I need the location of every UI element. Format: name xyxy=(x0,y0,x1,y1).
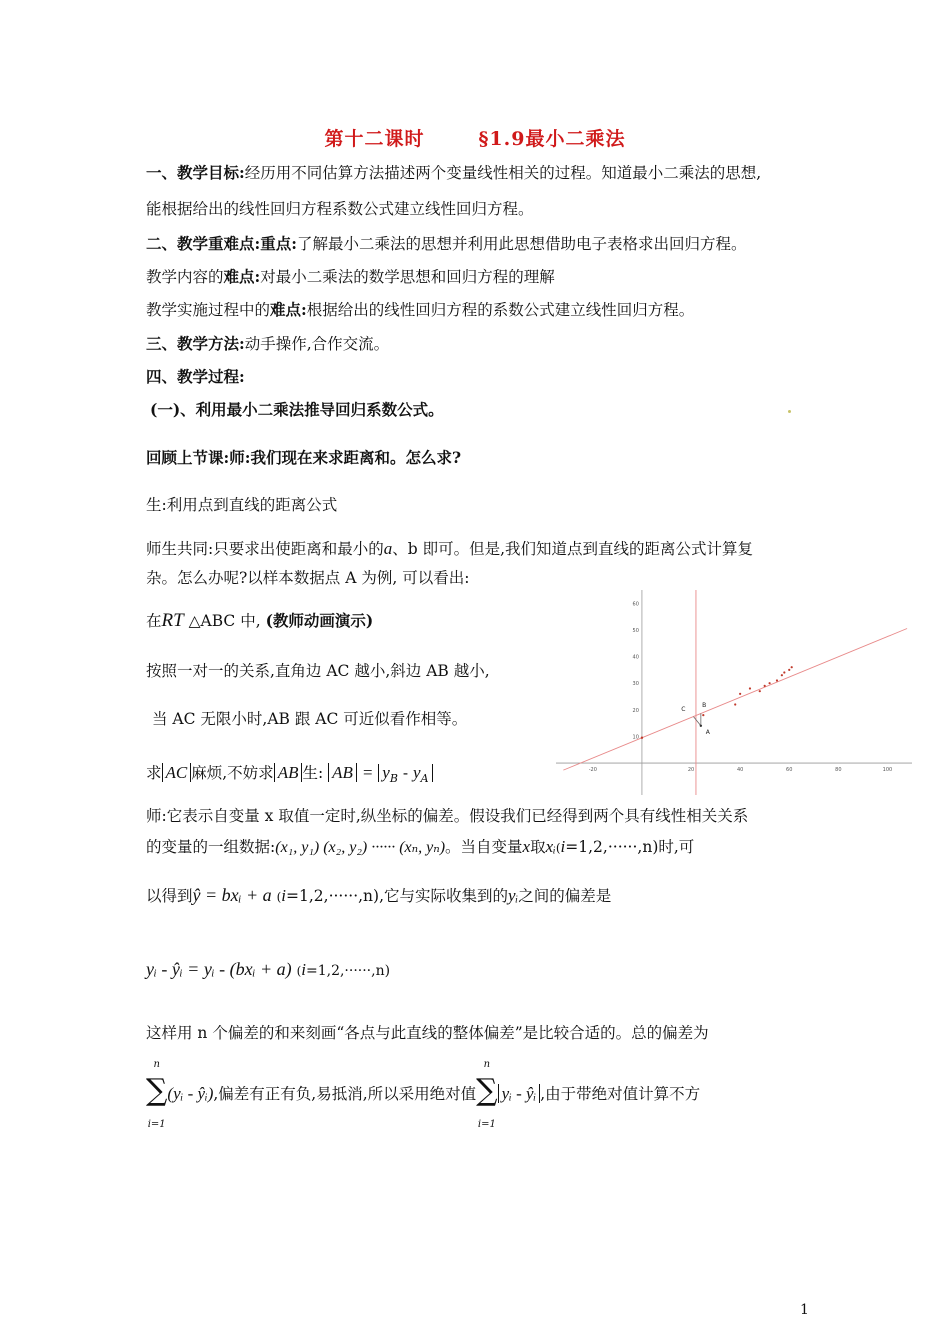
y-tick-label: 30 xyxy=(632,681,639,688)
together-text-b: 、b 即可。但是,我们知道点到直线的距离公式计算复 xyxy=(392,540,754,558)
abs-ya: y xyxy=(413,763,421,782)
y-tick-label: 60 xyxy=(632,601,639,608)
teacher-paren: ( xyxy=(555,841,561,855)
limit-line: 当 AC 无限小时,AB 跟 AC 可近似看作相等。 xyxy=(152,710,468,728)
student-line: 生:利用点到直线的距离公式 xyxy=(146,496,338,514)
stray-dot xyxy=(788,410,791,413)
sum1-lower: i=1 xyxy=(147,1119,166,1130)
methods-label: 三、教学方法: xyxy=(146,334,245,353)
yhat-post: 之间的偏差是 xyxy=(518,887,612,905)
dev-paren: ( xyxy=(296,964,302,978)
teacher-line: 师:它表示自变量 x 取值一定时,纵坐标的偏差。假设我们已经得到两个具有线性相关关系 xyxy=(146,807,749,825)
abs-yb: y xyxy=(382,763,390,782)
teacher-cont-text: 的变量的一组数据: xyxy=(146,838,276,856)
data-point xyxy=(788,669,790,671)
deviation-line xyxy=(146,958,390,982)
data-points: (x₁, y₁) (x₂, y₂) ······ (xₙ, yₙ) xyxy=(275,839,446,856)
content-difficulty-label: 难点: xyxy=(223,267,261,286)
intercept-point xyxy=(641,737,643,739)
objectives-label: 一、教学目标: xyxy=(146,163,245,182)
keypoints-focus-label: 重点: xyxy=(260,234,297,253)
point-label: B xyxy=(702,701,707,709)
yhat-paren: ( xyxy=(276,890,282,904)
together-text-a: 师生共同:只要求出使距离和最小的 xyxy=(146,540,384,558)
sum2-body: yᵢ - ŷᵢ xyxy=(498,1084,541,1103)
yhat-line xyxy=(146,884,611,908)
data-point xyxy=(781,674,783,676)
sum-line xyxy=(146,1060,700,1130)
abs-line xyxy=(146,762,433,790)
data-point xyxy=(769,682,771,684)
sum-text-2: ,由于带绝对值计算不方 xyxy=(540,1085,701,1103)
y-tick-label: 10 xyxy=(632,734,639,741)
section-keypoints xyxy=(146,233,746,255)
yhat-pre: 以得到 xyxy=(146,887,193,905)
data-point xyxy=(791,666,793,668)
abs-ac: AC xyxy=(162,763,192,782)
y-tick-label: 20 xyxy=(632,707,639,714)
deviation-equation: yᵢ - ŷᵢ = yᵢ - (bxᵢ + a) xyxy=(146,959,292,979)
title-lesson: 第十二课时 xyxy=(324,128,425,150)
teacher-cont xyxy=(146,836,694,859)
process-difficulty-label: 难点: xyxy=(270,300,307,319)
section-methods xyxy=(146,333,389,355)
teacher-range: =1,2,······,n)时,可 xyxy=(565,838,695,856)
var-x: x xyxy=(522,837,531,856)
point-label: C xyxy=(681,705,686,713)
total-deviation-line: 这样用 n 个偏差的和来刻画“各点与此直线的整体偏差”是比较合适的。总的偏差为 xyxy=(146,1024,709,1042)
together-cont: 杂。怎么办呢?以样本数据点 A 为例, 可以看出: xyxy=(146,569,470,587)
abs-trouble: 麻烦,不妨求 xyxy=(191,764,274,782)
abs-sheng: 生: xyxy=(302,764,324,782)
x-tick-label: -20 xyxy=(588,767,597,774)
y-tick-label: 40 xyxy=(632,654,639,661)
var-i: i xyxy=(560,837,566,856)
x-tick-label: 20 xyxy=(687,767,695,774)
data-point xyxy=(776,679,778,681)
abs-ab2: AB xyxy=(328,763,357,782)
x-tick-label: 40 xyxy=(736,767,744,774)
content-difficulty-text: 对最小二乘法的数学思想和回归方程的理解 xyxy=(260,268,555,286)
data-point xyxy=(739,693,741,695)
point-label: A xyxy=(705,728,710,736)
sum1-body: (yᵢ - ŷᵢ) xyxy=(167,1084,214,1103)
var-xi: xᵢ xyxy=(545,837,556,856)
sum-symbol-2: n ∑ i=1 xyxy=(476,1059,498,1130)
methods-text: 动手操作,合作交流。 xyxy=(244,335,390,353)
rt-triangle: △ABC 中, xyxy=(188,612,261,630)
sum-text-1: ,偏差有正有负,易抵消,所以采用绝对值 xyxy=(213,1085,477,1103)
data-point xyxy=(734,703,736,705)
process-difficulty xyxy=(146,299,694,321)
review-line: 回顾上节课:师:我们现在来求距离和。怎么求? xyxy=(146,448,462,467)
page-title xyxy=(0,124,950,151)
content-difficulty xyxy=(146,266,555,288)
var-yi: yᵢ xyxy=(508,886,519,905)
dev-i: i xyxy=(301,960,306,979)
var-a: a xyxy=(383,539,393,558)
abs-qiu: 求 xyxy=(146,764,162,782)
data-point xyxy=(702,714,704,716)
section-process: 四、教学过程: xyxy=(146,367,245,386)
y-tick-label: 50 xyxy=(632,627,639,634)
x-tick-label: 60 xyxy=(786,767,793,774)
x-tick-label: 80 xyxy=(835,767,842,774)
teacher-after: 。当自变量 xyxy=(445,838,523,856)
dev-range: =1,2,······,n) xyxy=(305,963,391,979)
one-to-one-line: 按照一对一的关系,直角边 AC 越小,斜边 AB 越小, xyxy=(146,662,490,680)
process-difficulty-pre: 教学实施过程中的 xyxy=(146,301,271,319)
abs-minus: - xyxy=(402,764,409,782)
data-point xyxy=(764,685,766,687)
teacher-take: 取 xyxy=(530,838,546,856)
abs-eq: = xyxy=(361,763,374,782)
page-number: 1 xyxy=(800,1302,809,1318)
process-difficulty-text: 根据给出的线性回归方程的系数公式建立线性回归方程。 xyxy=(306,301,695,319)
sum-symbol-1: n ∑ i=1 xyxy=(146,1059,168,1130)
keypoints-label: 二、教学重难点: xyxy=(146,234,261,253)
content-difficulty-pre: 教学内容的 xyxy=(146,268,224,286)
section-objectives xyxy=(146,162,761,184)
scatter-chart xyxy=(556,590,912,795)
data-point xyxy=(759,690,761,692)
rt-pre: 在 xyxy=(146,612,162,630)
abs-yb-sub: B xyxy=(389,772,398,785)
yhat-i: i xyxy=(281,886,286,905)
segment-ac xyxy=(693,717,700,726)
objectives-cont: 能根据给出的线性回归方程系数公式建立线性回归方程。 xyxy=(146,200,534,218)
sum1-upper: n xyxy=(153,1059,160,1070)
regression-line xyxy=(563,628,907,770)
subsection-derivation: (一)、利用最小二乘法推导回归系数公式。 xyxy=(150,400,444,419)
abs-ab: AB xyxy=(274,763,303,782)
data-point xyxy=(783,671,785,673)
abs-ya-sub: A xyxy=(420,772,429,785)
together-line xyxy=(146,538,753,560)
rt-line xyxy=(146,610,373,632)
rt-symbol: RT xyxy=(161,610,184,631)
sum2-upper: n xyxy=(483,1059,491,1070)
data-point xyxy=(749,687,751,689)
yhat-range: =1,2,······,n),它与实际收集到的 xyxy=(286,887,509,905)
point-a xyxy=(700,725,702,727)
regression-equation: ŷ = bxᵢ + a xyxy=(192,885,272,905)
objectives-text: 经历用不同估算方法描述两个变量线性相关的过程。知道最小二乘法的思想, xyxy=(244,164,762,182)
rt-demo-note: (教师动画演示) xyxy=(265,611,374,630)
x-tick-label: 100 xyxy=(882,767,893,774)
sum2-lower: i=1 xyxy=(477,1119,496,1130)
keypoints-text: 了解最小二乘法的思想并利用此思想借助电子表格求出回归方程。 xyxy=(296,235,747,253)
title-topic: §1.9最小二乘法 xyxy=(478,128,626,150)
